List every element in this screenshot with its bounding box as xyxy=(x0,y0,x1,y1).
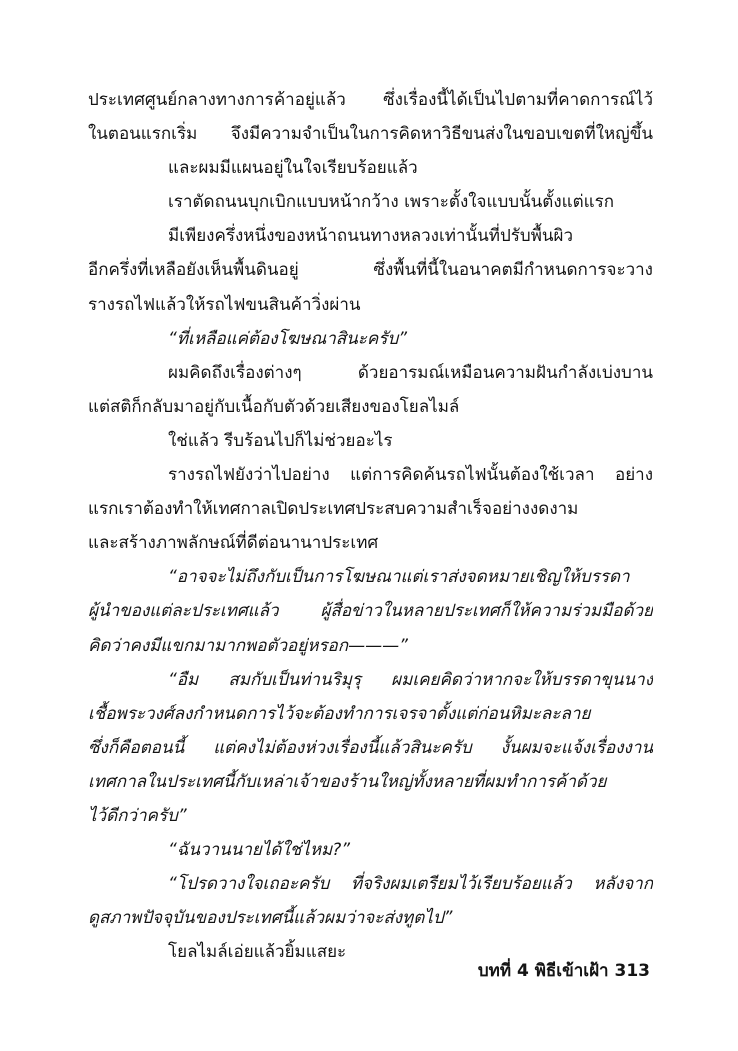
text-line-4: เราตัดถนนบุกเบิกแบบหน้ากว้าง เพราะตั้งใจแบบนั้นตั้งแต่แรก xyxy=(168,192,615,213)
text-line-9: ผมคิดถึงเรื่องต่างๆ ด้วยอารมณ์เหมือนความฝันกำลังเบ่งบาน xyxy=(168,362,653,383)
text-line-23: “ฉันวานนายได้ใช่ไหม?” xyxy=(168,840,351,861)
chapter-label: บทที่ 4 พิธีเข้าเฝ้า xyxy=(477,961,609,981)
text-line-26: โยลไมล์เอ่ยแล้วยิ้มแสยะ xyxy=(168,942,347,963)
text-line-8: “ที่เหลือแค่ต้องโฆษณาสินะครับ” xyxy=(168,328,408,349)
text-line-21: เทศกาลในประเทศนี้กับเหล่าเจ้าของร้านใหญ่ทั้งหลายที่ผมทำการค้าด้วย xyxy=(88,771,607,792)
text-line-25: ดูสภาพปัจจุบันของประเทศนี้แล้วผมว่าจะส่งทูตไป” xyxy=(88,908,453,929)
text-line-24: “โปรดวางใจเถอะครับ ที่จริงผมเตรียมไว้เรียบร้อยแล้ว หลังจาก xyxy=(168,874,653,895)
text-line-18: “อืม สมกับเป็นท่านริมุรุ ผมเคยคิดว่าหากจะให้บรรดาขุนนาง xyxy=(168,669,653,690)
text-line-5: มีเพียงครึ่งหนึ่งของหน้าถนนทางหลวงเท่านั้นที่ปรับพื้นผิว xyxy=(168,226,574,247)
text-line-10: แต่สติก็กลับมาอยู่กับเนื้อกับตัวด้วยเสียงของโยลไมล์ xyxy=(88,396,460,417)
text-line-22: ไว้ดีกว่าครับ” xyxy=(88,805,187,826)
text-line-20: ซึ่งก็คือตอนนี้ แต่คงไม่ต้องห่วงเรื่องนี้แล้วสินะครับ งั้นผมจะแจ้งเรื่องงาน xyxy=(88,737,653,758)
text-line-3: และผมมีแผนอยู่ในใจเรียบร้อยแล้ว xyxy=(168,158,418,179)
text-line-1: ประเทศศูนย์กลางทางการค้าอยู่แล้ว ซึ่งเรื่องนี้ได้เป็นไปตามที่คาดการณ์ไว้ xyxy=(88,90,653,110)
text-line-14: และสร้างภาพลักษณ์ที่ดีต่อนานาประเทศ xyxy=(88,533,379,554)
page-number: 313 xyxy=(614,961,650,981)
text-line-6: อีกครึ่งที่เหลือยังเห็นพื้นดินอยู่ ซึ่งพื้นที่นี้ในอนาคตมีกำหนดการจะวาง xyxy=(88,260,653,281)
text-line-15: “อาจจะไม่ถึงกับเป็นการโฆษณาแต่เราส่งจดหมายเชิญให้บรรดา xyxy=(168,567,630,588)
running-footer xyxy=(478,955,650,987)
text-line-11: ใช่แล้ว รีบร้อนไปก็ไม่ช่วยอะไร xyxy=(168,430,393,451)
text-line-12: รางรถไฟยังว่าไปอย่าง แต่การคิดค้นรถไฟนั้นต้องใช้เวลา อย่าง xyxy=(168,465,653,486)
text-line-17: คิดว่าคงมีแขกมามากพอตัวอยู่หรอก———” xyxy=(88,635,408,656)
body-text xyxy=(88,83,653,969)
text-line-16: ผู้นำของแต่ละประเทศแล้ว ผู้สื่อข่าวในหลายประเทศก็ให้ความร่วมมือด้วย xyxy=(88,601,653,622)
text-line-19: เชื้อพระวงศ์ลงกำหนดการไว้จะต้องทำการเจรจาตั้งแต่ก่อนหิมะละลาย xyxy=(88,703,591,724)
text-line-2: ในตอนแรกเริ่ม จึงมีความจำเป็นในการคิดหาวิธีขนส่งในขอบเขตที่ใหญ่ขึ้น xyxy=(88,124,653,145)
text-line-7: รางรถไฟแล้วให้รถไฟขนสินค้าวิ่งผ่าน xyxy=(88,294,361,315)
text-line-13: แรกเราต้องทำให้เทศกาลเปิดประเทศประสบความสำเร็จอย่างงดงาม xyxy=(88,499,579,520)
